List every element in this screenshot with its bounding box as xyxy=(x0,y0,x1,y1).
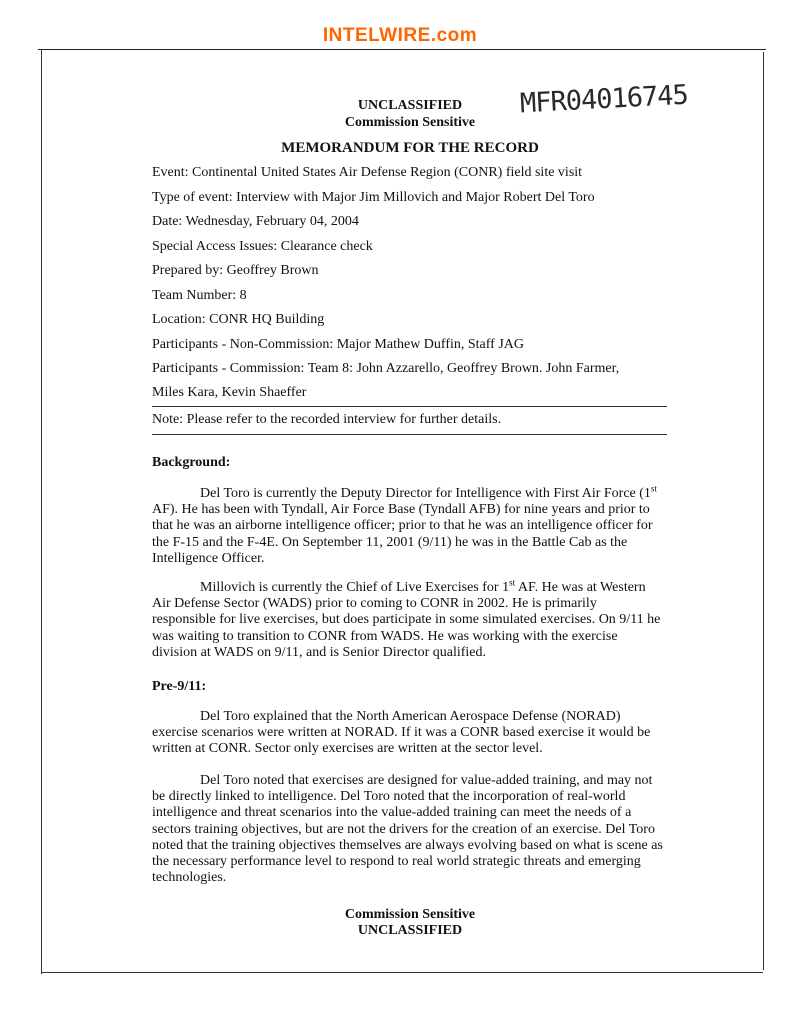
meta-access: Special Access Issues: Clearance check xyxy=(152,239,373,254)
memo-title: MEMORANDUM FOR THE RECORD xyxy=(281,140,539,156)
meta-event: Event: Continental United States Air Defense Region (CONR) field site visit xyxy=(152,165,583,180)
page-border-top xyxy=(38,49,766,50)
meta-prepared: Prepared by: Geoffrey Brown xyxy=(152,263,319,278)
background-paragraph-1: Del Toro is currently the Deputy Director for Intelligence with First Air Force (1st AF). He has been with Tyndall, Air Force Base (Tyndall AFB) for nine years and prior to that he was an airborne intelligence officer; prior to that he was an intelligence officer for the F-15 and the F-4E. On September 11, 2001 (9/11) he was in the Battle Cab as the Intelligence Officer. xyxy=(152,483,657,566)
classification-footer: UNCLASSIFIED xyxy=(357,923,463,938)
meta-type: Type of event: Interview with Major Jim Millovich and Major Robert Del Toro xyxy=(152,190,595,205)
page-border-right xyxy=(763,52,764,970)
background-paragraph-2: Millovich is currently the Chief of Live Exercises for 1st AF. He was at Western Air Defense Sector (WADS) prior to coming to CONR in 2002. He is primarily responsible for live exercises, but does participate in some simulated exercises. On 9/11 he was waiting to transition to CONR from WADS. He was working with the exercise division at WADS on 9/11, and is Senior Director qualified. xyxy=(152,577,661,660)
background-heading: Background: xyxy=(152,455,231,470)
page-border-left xyxy=(41,49,42,974)
classification-header: UNCLASSIFIED xyxy=(357,98,463,113)
sensitivity-footer: Commission Sensitive xyxy=(344,907,476,922)
sensitivity-header: Commission Sensitive xyxy=(344,115,476,130)
pre911-heading: Pre-9/11: xyxy=(152,679,207,694)
meta-location: Location: CONR HQ Building xyxy=(152,312,325,327)
meta-note: Note: Please refer to the recorded interview for further details. xyxy=(152,412,502,427)
divider-top xyxy=(152,406,667,407)
meta-commission-line2: Miles Kara, Kevin Shaeffer xyxy=(152,385,307,400)
site-brand: INTELWIRE.com xyxy=(322,25,478,46)
pre911-paragraph-2: Del Toro noted that exercises are designed for value-added training, and may not be directly linked to intelligence. Del Toro noted that the incorporation of real-world intelligence and threat scenarios into the value-added training can meet the needs of a sectors training objectives, but are not the drivers for the creation of an exercise. Del Toro noted that the training objectives themselves are always evolving based on what is scene as the necessary performance level to respond to real world strategic threats and emerging technologies. xyxy=(152,773,663,886)
pre911-paragraph-1: Del Toro explained that the North American Aerospace Defense (NORAD) exercise scenarios were written at NORAD. If it was a CONR based exercise it would be written at CONR. Sector only exercises are written at the sector level. xyxy=(152,709,651,757)
page-border-bottom xyxy=(41,972,763,973)
divider-bottom xyxy=(152,434,667,435)
meta-non-commission: Participants - Non-Commission: Major Mathew Duffin, Staff JAG xyxy=(152,337,525,352)
handwritten-document-id: MFR04016745 xyxy=(519,79,689,120)
meta-commission-line1: Participants - Commission: Team 8: John Azzarello, Geoffrey Brown. John Farmer, xyxy=(152,361,620,376)
meta-team: Team Number: 8 xyxy=(152,288,247,303)
meta-date: Date: Wednesday, February 04, 2004 xyxy=(152,214,359,229)
